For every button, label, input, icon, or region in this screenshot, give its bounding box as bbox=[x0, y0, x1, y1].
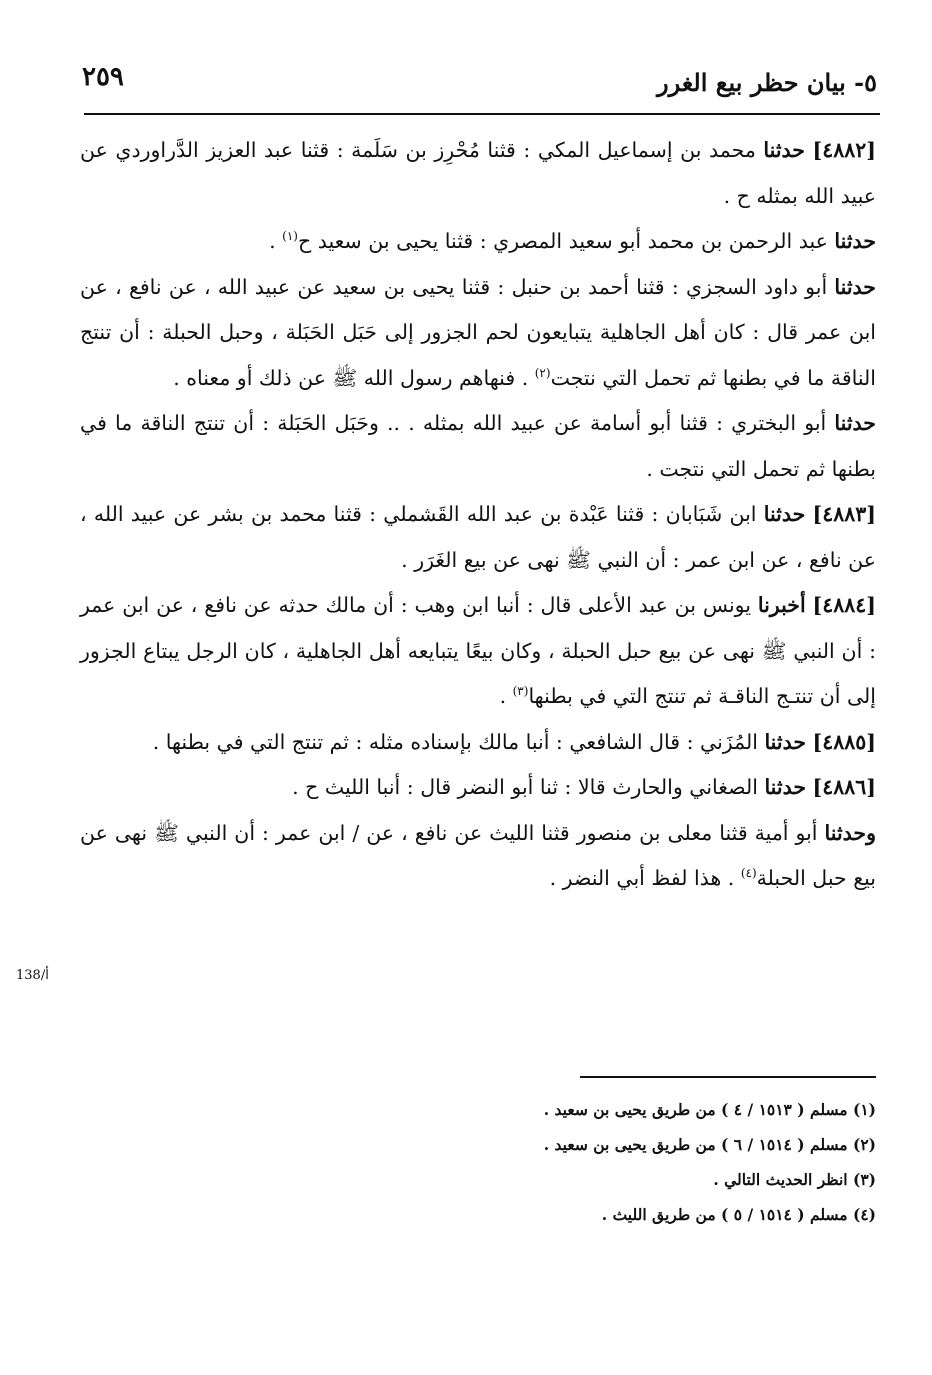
footnote: (٤) مسلم ( ١٥١٤ / ٥ ) من طريق الليث . bbox=[601, 1205, 876, 1224]
footnote: (١) مسلم ( ١٥١٣ / ٤ ) من طريق يحيى بن سعيد . bbox=[543, 1100, 876, 1119]
hadith-number: [٤٨٨٦] bbox=[812, 775, 876, 799]
narration-keyword: حدثنا bbox=[834, 411, 876, 435]
narration-keyword: حدثنا bbox=[764, 729, 807, 754]
footnote-ref: (٤) bbox=[740, 866, 757, 881]
narration-keyword: حدثنا bbox=[834, 274, 876, 299]
hadith-number: [٤٨٨٢] bbox=[812, 138, 876, 162]
manuscript-folio-note: 138/أ bbox=[16, 968, 49, 983]
hadith-paragraph bbox=[80, 811, 876, 902]
hadith-text-tail: . bbox=[269, 229, 283, 253]
hadith-paragraph bbox=[80, 583, 876, 720]
narration-keyword: حدثنا bbox=[764, 775, 807, 799]
hadith-text: محمد بن إسماعيل المكي : قثنا مُحْرِز بن سَلَمة : قثنا عبد العزيز الدَّراوردي عن عبيد الله بمثله ح . bbox=[80, 138, 876, 208]
narration-keyword: حدثنا bbox=[834, 229, 876, 253]
footnote: (٢) مسلم ( ١٥١٤ / ٦ ) من طريق يحيى بن سعيد . bbox=[543, 1135, 876, 1154]
hadith-text-tail: . فنهاهم رسول الله ﷺ عن ذلك أو معناه . bbox=[173, 365, 535, 390]
footnotes bbox=[300, 1092, 876, 1232]
footnote-divider bbox=[580, 1076, 876, 1078]
hadith-paragraph bbox=[80, 401, 876, 492]
page-header bbox=[82, 58, 877, 110]
hadith-text-tail: . هذا لفظ أبي النضر . bbox=[549, 866, 741, 890]
narration-keyword: وحدثنا bbox=[824, 820, 876, 845]
hadith-paragraph bbox=[80, 720, 876, 766]
header-divider bbox=[84, 113, 880, 115]
hadith-paragraph bbox=[80, 128, 876, 219]
hadith-paragraph bbox=[80, 219, 876, 265]
hadith-text-tail: . bbox=[499, 684, 513, 708]
footnote-ref: (٢) bbox=[534, 365, 551, 380]
hadith-text: أبو داود السجزي : قثنا أحمد بن حنبل : قثنا يحيى بن سعيد عن عبيد الله ، عن نافع ، عن ابن عمر قال : كان أهل الجاهلية يتبايعون لحم الجزور إلى حَبَل الحَبَلة ، وحبل الحبلة : أن تنتج الناقة ما في بطنها ثم تحمل التي نتجت bbox=[80, 274, 876, 390]
hadith-paragraph bbox=[80, 765, 876, 811]
hadith-text: أبو البختري : قثنا أبو أسامة عن عبيد الله بمثله . .. وحَبَل الحَبَلة : أن تنتج الناقة ما في بطنها ثم تحمل التي نتجت . bbox=[80, 411, 876, 481]
hadith-number: [٤٨٨٣] bbox=[812, 502, 876, 526]
footnote-ref: (٣) bbox=[512, 684, 529, 699]
hadith-paragraph bbox=[80, 492, 876, 583]
hadith-paragraph bbox=[80, 265, 876, 402]
hadith-text-body bbox=[80, 128, 876, 902]
hadith-text: عبد الرحمن بن محمد أبو سعيد المصري : قثنا يحيى بن سعيد ح bbox=[297, 229, 828, 253]
narration-keyword: حدثنا bbox=[763, 502, 806, 526]
page-number: ٢٥٩ bbox=[82, 62, 124, 92]
hadith-text: يونس بن عبد الأعلى قال : أنبا ابن وهب : أن مالك حدثه عن نافع ، عن ابن عمر : أن النبي ﷺ نهى عن بيع حبل الحبلة ، وكان بيعًا يتبايعه أهل الجاهلية ، كان الرجل يبتاع الجزور إلى أن تنتـج الناقـة ثم تنتج التي في بطنها bbox=[80, 593, 876, 708]
chapter-title: ٥- بيان حظر بيع الغرر bbox=[657, 68, 877, 97]
hadith-text: ابن شَبَابان : قثنا عَبْدة بن عبد الله القَشملي : قثنا محمد بن بشر عن عبيد الله ، عن نافع ، عن ابن عمر : أن النبي ﷺ نهى عن بيع الغَرَر . bbox=[80, 502, 876, 572]
hadith-text: المُزَني : قال الشافعي : أنبا مالك بإسناده مثله : ثم تنتج التي في بطنها . bbox=[152, 729, 758, 754]
footnote: (٣) انظر الحديث التالي . bbox=[713, 1170, 876, 1189]
narration-keyword: أخبرنا bbox=[757, 593, 806, 617]
hadith-text: أبو أمية قثنا معلى بن منصور قثنا الليث عن نافع ، عن / ابن عمر : أن النبي ﷺ نهى عن بيع حبل الحبلة bbox=[80, 820, 876, 890]
hadith-text: الصغاني والحارث قالا : ثنا أبو النضر قال : أنبا الليث ح . bbox=[292, 775, 758, 799]
hadith-number: [٤٨٨٥] bbox=[812, 729, 876, 754]
narration-keyword: حدثنا bbox=[763, 138, 805, 162]
hadith-number: [٤٨٨٤] bbox=[812, 593, 876, 617]
footnote-ref: (١) bbox=[282, 229, 298, 244]
